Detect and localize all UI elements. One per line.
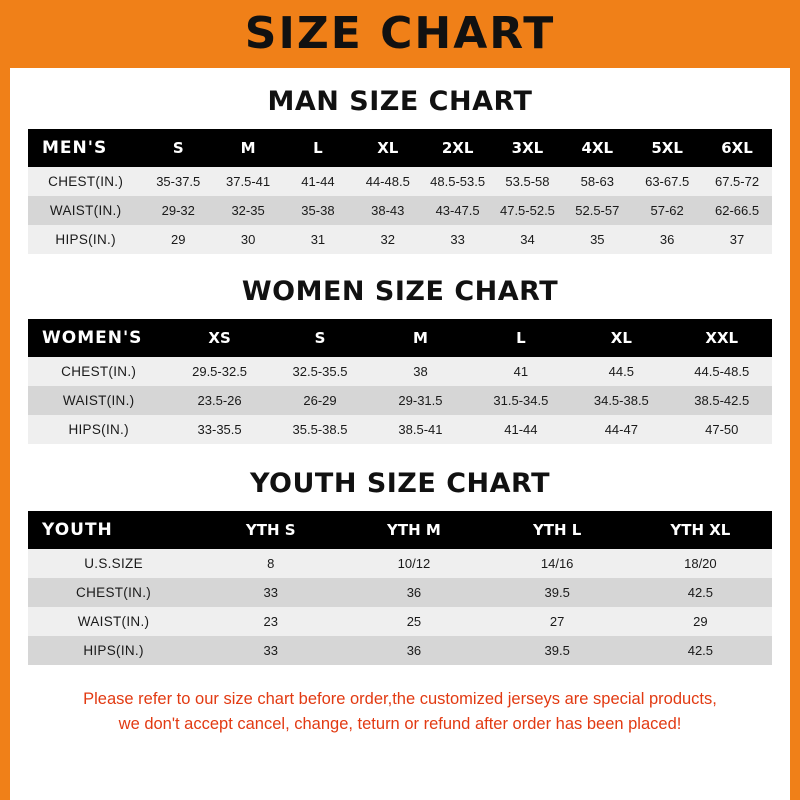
man-row-0-cell-3: 44-48.5 [365, 174, 410, 189]
youth-row-1-cell-0: 33 [263, 585, 278, 600]
youth-header-cell-0: YOUTH [42, 520, 113, 540]
man-row-0-cell-0: 35-37.5 [156, 174, 201, 189]
man-row-2-cell-3: 32 [380, 232, 395, 247]
man-row-0-cell-8: 67.5-72 [714, 174, 760, 189]
table-row [28, 167, 772, 196]
man-row-1-cell-7: 57-62 [650, 203, 684, 218]
page-content [10, 86, 790, 737]
man-row-2-cell-7: 36 [659, 232, 675, 247]
women-section-title: WOMEN SIZE CHART [241, 276, 559, 307]
youth-row-3-cell-0: 33 [263, 643, 278, 658]
youth-row-0-cell-3: 18/20 [684, 556, 717, 571]
youth-row-1-cell-1: 36 [406, 585, 422, 600]
women-row-1-cell-5: 38.5-42.5 [694, 393, 750, 408]
man-row-1-cell-6: 52.5-57 [575, 203, 620, 218]
man-row-0-cell-2: 41-44 [301, 174, 335, 189]
women-row-2-cell-5: 47-50 [705, 422, 739, 437]
youth-row-3-cell-2: 39.5 [544, 643, 570, 658]
youth-row-0-cell-2: 14/16 [540, 556, 574, 571]
man-row-2-label: HIPS(IN.) [55, 232, 116, 247]
youth-row-2-cell-2: 27 [549, 614, 565, 629]
women-row-1-cell-1: 26-29 [303, 393, 337, 408]
women-row-0-label: CHEST(IN.) [61, 364, 137, 379]
youth-row-3-cell-1: 36 [406, 643, 422, 658]
women-row-2-cell-2: 38.5-41 [398, 422, 443, 437]
man-row-0-cell-7: 63-67.5 [645, 174, 690, 189]
youth-row-2-cell-3: 29 [693, 614, 708, 629]
youth-row-1-cell-2: 39.5 [544, 585, 570, 600]
page-title: SIZE CHART [244, 8, 556, 59]
footer-note-line-1: Please refer to our size chart before order,the customized jerseys are special products, [83, 690, 717, 708]
women-header-cell-1: XS [208, 329, 231, 347]
youth-row-3-label: HIPS(IN.) [83, 643, 144, 658]
youth-header-cell-3: YTH L [532, 521, 582, 539]
women-row-0-cell-2: 38 [413, 364, 428, 379]
man-row-1-cell-8: 62-66.5 [714, 203, 760, 218]
women-header-cell-5: XL [610, 329, 632, 347]
footer-note-line-2: we don't accept cancel, change, teturn or refund after order has been placed! [118, 714, 682, 733]
man-header-cell-1: S [172, 139, 184, 157]
youth-row-1-cell-3: 42.5 [687, 585, 714, 600]
women-row-0-cell-4: 44.5 [608, 364, 634, 379]
footer-note [28, 687, 772, 737]
women-row-1-cell-4: 34.5-38.5 [593, 393, 649, 408]
table-row [28, 549, 772, 578]
man-row-0-cell-1: 37.5-41 [226, 174, 271, 189]
man-row-0-cell-5: 53.5-58 [505, 174, 550, 189]
man-row-2-cell-0: 29 [171, 232, 186, 247]
table-row [28, 357, 772, 386]
man-row-1-cell-3: 38-43 [371, 203, 405, 218]
table-row [28, 636, 772, 665]
youth-row-2-cell-0: 23 [263, 614, 278, 629]
women-row-0-cell-1: 32.5-35.5 [292, 364, 348, 379]
women-header-cell-6: XXL [705, 329, 739, 347]
man-row-1-cell-1: 32-35 [231, 203, 265, 218]
man-row-2-cell-6: 35 [590, 232, 605, 247]
table-row [28, 386, 772, 415]
women-table-header-row [28, 319, 772, 357]
women-row-2-cell-4: 44-47 [604, 422, 638, 437]
women-row-1-cell-0: 23.5-26 [197, 393, 242, 408]
women-row-1-cell-3: 31.5-34.5 [493, 393, 549, 408]
youth-table-header-row [28, 511, 772, 549]
table-row [28, 225, 772, 254]
man-row-0-cell-4: 48.5-53.5 [430, 174, 486, 189]
man-row-0-label: CHEST(IN.) [48, 174, 124, 189]
youth-row-0-label: U.S.SIZE [84, 556, 143, 571]
women-row-1-label: WAIST(IN.) [62, 393, 135, 408]
man-row-0-cell-6: 58-63 [580, 174, 614, 189]
women-row-0-cell-3: 41 [513, 364, 529, 379]
table-row [28, 196, 772, 225]
man-row-2-cell-1: 30 [240, 232, 256, 247]
man-row-1-cell-2: 35-38 [301, 203, 335, 218]
man-size-table [28, 129, 772, 254]
man-row-2-cell-8: 37 [729, 232, 745, 247]
youth-row-3-cell-3: 42.5 [687, 643, 714, 658]
man-row-1-cell-0: 29-32 [161, 203, 195, 218]
man-row-1-cell-5: 47.5-52.5 [499, 203, 555, 218]
women-header-cell-0: WOMEN'S [42, 328, 143, 348]
youth-row-1-label: CHEST(IN.) [76, 585, 152, 600]
table-row [28, 607, 772, 636]
man-row-2-cell-4: 33 [450, 232, 465, 247]
man-row-1-label: WAIST(IN.) [49, 203, 122, 218]
man-row-1-cell-4: 43-47.5 [435, 203, 480, 218]
women-row-1-cell-2: 29-31.5 [398, 393, 443, 408]
man-header-cell-9: 6XL [721, 139, 753, 157]
man-header-cell-8: 5XL [651, 139, 683, 157]
women-row-2-cell-3: 41-44 [504, 422, 538, 437]
table-row [28, 578, 772, 607]
women-header-cell-2: S [314, 329, 326, 347]
youth-size-table [28, 511, 772, 665]
page-banner [10, 0, 790, 68]
women-size-table [28, 319, 772, 444]
man-header-cell-6: 3XL [511, 139, 544, 157]
women-header-cell-4: L [516, 329, 526, 347]
man-row-2-cell-5: 34 [520, 232, 535, 247]
women-row-2-label: HIPS(IN.) [68, 422, 129, 437]
youth-header-cell-2: YTH M [387, 521, 441, 539]
women-row-0-cell-5: 44.5-48.5 [694, 364, 750, 379]
youth-row-2-label: WAIST(IN.) [77, 614, 150, 629]
man-header-cell-0: MEN'S [42, 138, 108, 158]
man-header-cell-2: M [240, 139, 256, 157]
women-row-2-cell-0: 33-35.5 [197, 422, 242, 437]
man-header-cell-7: 4XL [581, 139, 614, 157]
women-header-cell-3: M [412, 329, 428, 347]
youth-section-title: YOUTH SIZE CHART [249, 468, 551, 499]
man-row-2-cell-2: 31 [310, 232, 326, 247]
man-header-cell-5: 2XL [441, 139, 474, 157]
youth-header-cell-1: YTH S [245, 521, 296, 539]
women-row-0-cell-0: 29.5-32.5 [192, 364, 248, 379]
man-header-cell-4: XL [377, 139, 399, 157]
youth-row-0-cell-0: 8 [267, 556, 275, 571]
table-row [28, 415, 772, 444]
youth-row-0-cell-1: 10/12 [397, 556, 431, 571]
youth-header-cell-4: YTH XL [670, 521, 731, 539]
man-section-title: MAN SIZE CHART [267, 86, 533, 117]
youth-row-2-cell-1: 25 [406, 614, 422, 629]
man-table-header-row [28, 129, 772, 167]
women-row-2-cell-1: 35.5-38.5 [292, 422, 348, 437]
man-header-cell-3: L [313, 139, 323, 157]
